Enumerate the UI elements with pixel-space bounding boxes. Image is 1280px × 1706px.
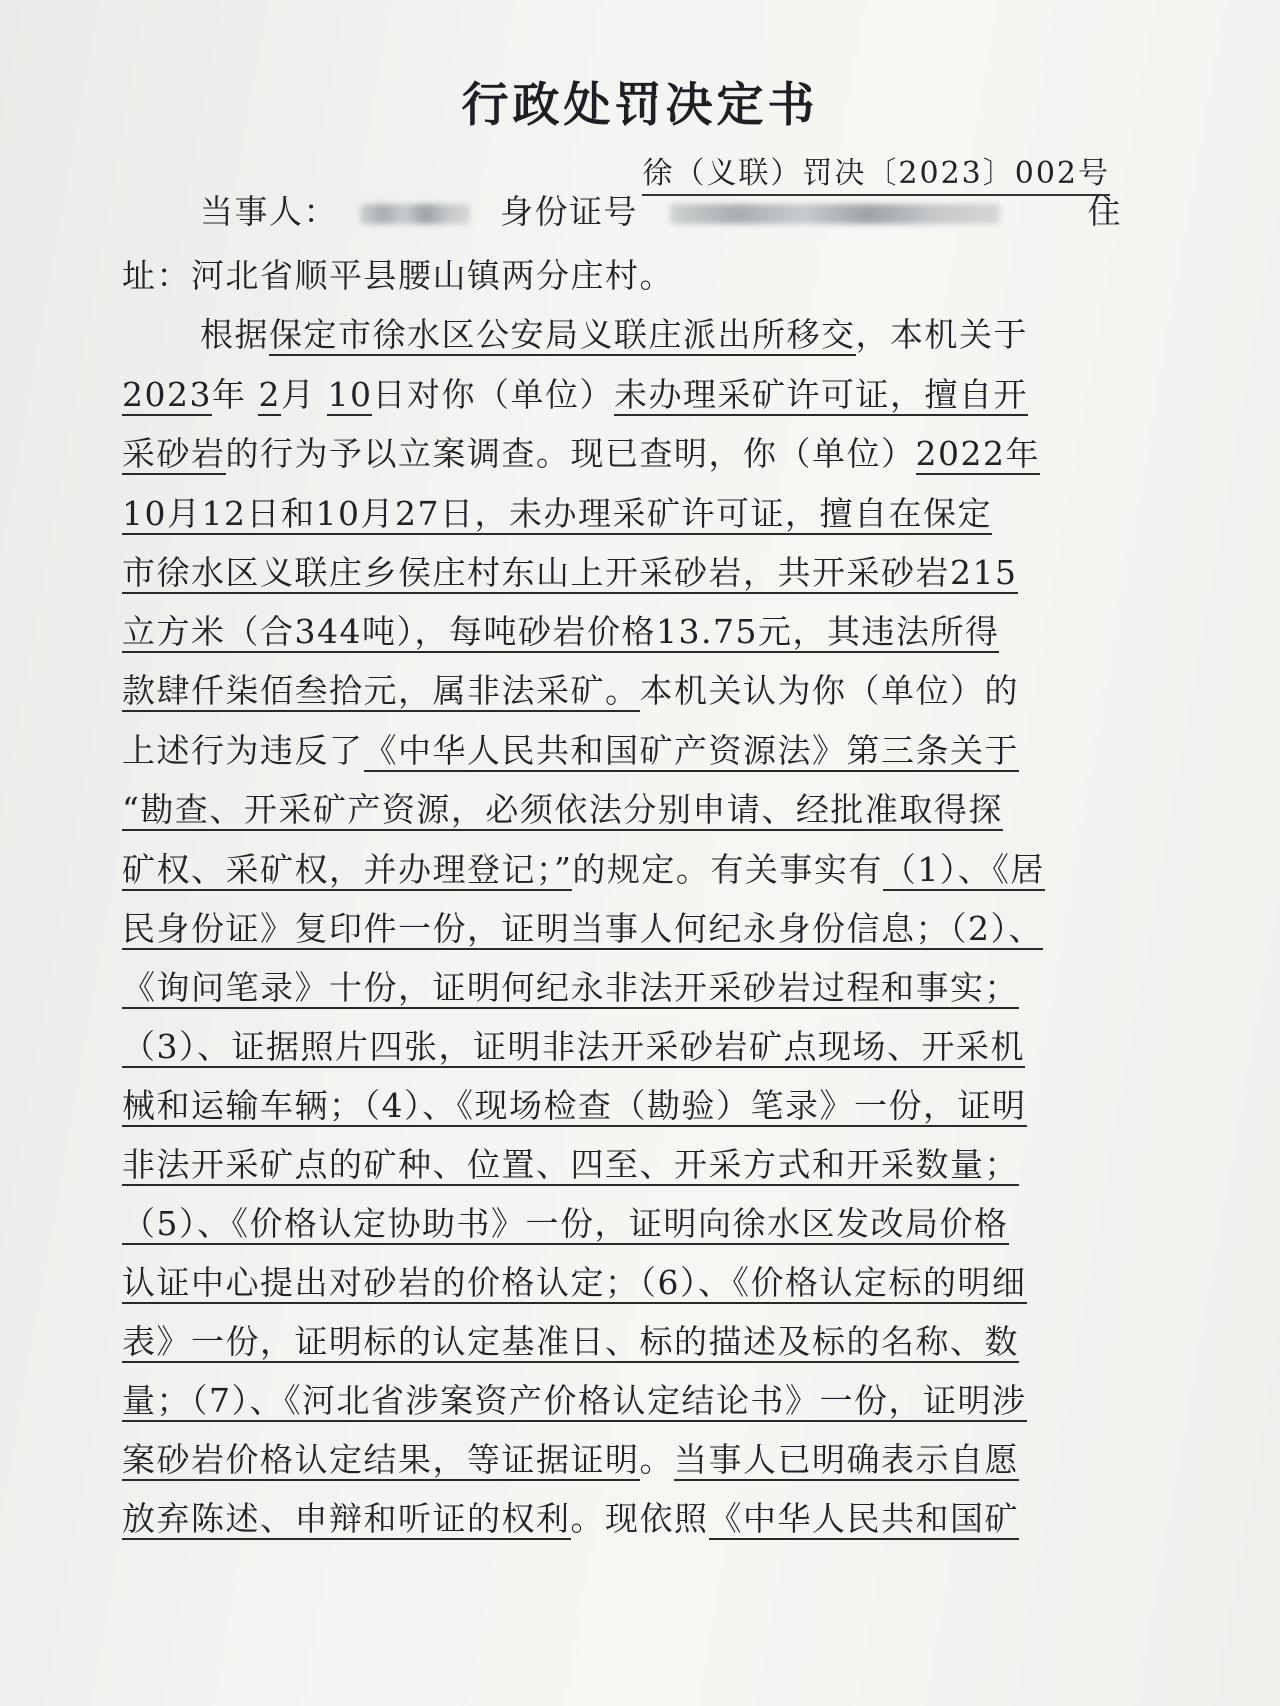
facts-segment: 2022年: [915, 434, 1040, 473]
evidence-list: 民身份证》复印件一份，证明当事人何纪永身份信息；（2）、: [122, 909, 1043, 948]
text-segment: 。: [639, 1440, 674, 1479]
party-line: [200, 190, 1122, 238]
redacted-name: [360, 204, 470, 224]
waiver-statement: 当事人已明确表示自愿: [674, 1440, 1019, 1479]
body-line-19: [122, 1261, 1122, 1309]
body-line-17: [122, 1143, 1122, 1191]
violation-description: 采砂岩: [122, 434, 226, 473]
evidence-list: 量；（7）、《河北省涉案资产价格认定结论书》一份，证明涉: [122, 1381, 1027, 1420]
body-line-7: [122, 551, 1122, 599]
facts-segment: 市徐水区义联庄乡侯庄村东山上开采砂岩，共开采砂岩215: [122, 553, 1018, 592]
text-segment: 年: [211, 375, 247, 414]
evidence-list: 非法开采矿点的矿种、位置、四至、开采方式和开采数量；: [122, 1145, 1019, 1184]
body-line-3: [200, 313, 1122, 361]
body-line-14: [122, 966, 1122, 1014]
text-segment: 的规定。有关事实有: [572, 850, 883, 889]
evidence-list: （5）、《价格认定协助书》一份，证明向徐水区发改局价格: [122, 1204, 1009, 1243]
legal-basis: 矿权、采矿权，并办理登记；”: [122, 850, 573, 889]
evidence-list: （1）、《居: [882, 850, 1045, 889]
filing-day: 10: [327, 375, 373, 414]
filing-year: 2023: [122, 375, 212, 414]
evidence-list: 械和运输车辆；（4）、《现场检查（勘验）笔录》一份，证明: [122, 1086, 1027, 1125]
id-label: 身份证号: [500, 192, 638, 231]
facts-segment: 款肆仟柒佰叁拾元，属非法采矿。: [122, 671, 640, 710]
body-line-4: [122, 373, 1122, 421]
address-label-part2: 址：: [122, 256, 191, 295]
document-title: 行政处罚决定书: [461, 78, 819, 133]
redacted-id-number: [670, 204, 1000, 224]
violation-description: 未办理采矿许可证，擅自开: [613, 375, 1028, 414]
body-line-16: [122, 1084, 1122, 1132]
evidence-list: 案砂岩价格认定结果，等证据证明: [122, 1440, 640, 1479]
party-label: 当事人：: [200, 192, 338, 231]
body-line-12: [122, 848, 1122, 896]
legal-basis: 《中华人民共和国矿产资源法》第三条关于: [363, 731, 1019, 770]
body-line-8: [122, 610, 1122, 658]
evidence-list: （3）、证据照片四张，证明非法开采砂岩矿点现场、开采机: [122, 1027, 1025, 1066]
filing-month: 2: [258, 375, 281, 414]
evidence-list: 表》一份，证明标的认定基准日、标的描述及标的名称、数: [122, 1322, 1019, 1361]
body-line-5: [122, 432, 1122, 480]
address-label-part1: 住: [1087, 192, 1122, 231]
transfer-source: 保定市徐水区公安局义联庄派出所移交: [269, 315, 856, 354]
text-segment: 。现依照: [570, 1499, 709, 1538]
body-line-23: [122, 1497, 1122, 1545]
facts-segment: 10月12日和10月27日，未办理采矿许可证，擅自在保定: [122, 494, 992, 533]
body-line-13: [122, 907, 1122, 955]
body-line-10: [122, 729, 1122, 777]
address-line: [122, 254, 1122, 302]
facts-segment: 立方米（合344吨），每吨砂岩价格13.75元，其违法所得: [122, 612, 1000, 651]
legal-basis: 《中华人民共和国矿: [708, 1499, 1019, 1538]
body-line-20: [122, 1320, 1122, 1368]
text-segment: 根据: [200, 315, 269, 354]
body-line-9: [122, 669, 1122, 717]
body-line-18: [122, 1202, 1122, 1250]
text-segment: 月: [280, 375, 316, 414]
waiver-statement: 放弃陈述、申辩和听证的权利: [122, 1499, 571, 1538]
body-line-6: [122, 492, 1122, 540]
body-line-22: [122, 1438, 1122, 1486]
address-value: 河北省顺平县腰山镇两分庄村。: [191, 256, 674, 295]
evidence-list: 《询问笔录》十份，证明何纪永非法开采砂岩过程和事实；: [122, 968, 1019, 1007]
document-number: 徐（义联）罚决〔2023〕002号: [642, 148, 1110, 196]
text-segment: 的行为予以立案调查。现已查明，你（单位）: [225, 434, 916, 473]
body-line-15: [122, 1025, 1122, 1073]
body-line-11: [122, 788, 1122, 836]
text-segment: 本机关认为你（单位）的: [639, 671, 1019, 710]
text-segment: ，本机关于: [855, 315, 1028, 354]
evidence-list: 认证中心提出对砂岩的价格认定；（6）、《价格认定标的明细: [122, 1263, 1027, 1302]
text-segment: 日对你（单位）: [372, 375, 614, 414]
legal-basis: “勘查、开采矿产资源，必须依法分别申请、经批准取得探: [122, 790, 1003, 829]
body-line-21: [122, 1379, 1122, 1427]
text-segment: 上述行为违反了: [122, 731, 364, 770]
